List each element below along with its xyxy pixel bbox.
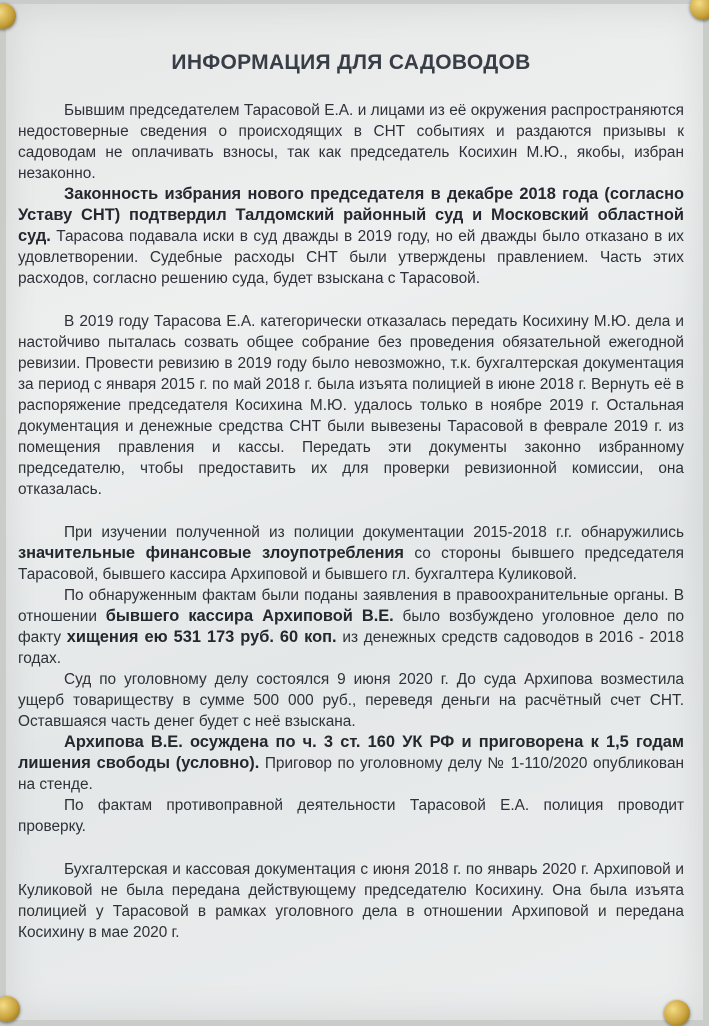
- paragraph-audit: В 2019 году Тарасова Е.А. категорически отказалась передать Косихину М.Ю. дела и настойчиво пыталась созвать общее собрание без проведения обязательной ежегодной ревизии. Провести ревизию в 2019 году было невозможно, т.к. бухгалтерская документация за период с января 2015 г. по май 2018 г. была изъята полицией в июне 2018 г. Вернуть её в распоряжение председателя Косихина М.Ю. удалось только в ноябре 2019 г. Остальная документация и денежные средства СНТ были вывезены Тарасовой в феврале 2019 г. из помещения правления и кассы. Передать эти документы законно избранному председателю, чтобы предоставить их для проверки ревизионной комиссии, она отказалась.: [18, 313, 684, 498]
- abuses-text-a: При изучении полученной из полиции документации 2015-2018 г.г. обнаружились: [64, 524, 684, 541]
- criminal-case-text-b: было возбуждено уголовное дело по факту: [18, 608, 684, 646]
- paragraph-court-hearing: Суд по уголовному делу состоялся 9 июня 2020 г. До суда Архипова возместила ущерб товариществу в сумме 500 000 руб., переведя деньги на расчётный счет СНТ. Оставшаяся часть денег будет с неё взыскана.: [18, 671, 684, 730]
- criminal-case-bold-amount: хищения ею 531 173 руб. 60 коп.: [66, 628, 337, 646]
- sentence-bold: Архипова В.Е. осуждена по ч. 3 ст. 160 УК РФ и приговорена к 1,5 годам лишения свободы (условно).: [18, 733, 684, 772]
- court-legitimacy-text: Тарасова подавала иски в суд дважды в 2019 году, но ей дважды было отказано в их удовлетворении. Судебные расходы СНТ были утверждены правлением. Часть этих расходов, согласно решению суда, будет взыскана с Тарасовой.: [18, 228, 684, 287]
- paragraph-court-legitimacy: [18, 184, 684, 289]
- sentence-text: Приговор по уголовному делу № 1-110/2020 опубликован на стенде.: [18, 755, 684, 793]
- criminal-case-text-c: из денежных средств садоводов в 2016 - 2018 годах.: [18, 629, 684, 667]
- criminal-case-text-a: По обнаруженным фактам были поданы заявления в правоохранительные органы. В отношении: [18, 587, 684, 625]
- paragraph-sentence: [18, 732, 684, 795]
- paragraph-abuses: [18, 522, 684, 585]
- notice-content: [18, 48, 684, 943]
- paragraph-police-check: По фактам противоправной деятельности Тарасовой Е.А. полиция проводит проверку.: [18, 797, 684, 835]
- pin-icon: [664, 1000, 690, 1026]
- page-title: ИНФОРМАЦИЯ ДЛЯ САДОВОДОВ: [171, 51, 531, 74]
- abuses-bold: значительные финансовые злоупотребления: [18, 544, 404, 562]
- notice-sheet: [6, 4, 703, 1020]
- court-legitimacy-bold: Законность избрания нового председателя в декабре 2018 года (согласно Уставу СНТ) подтвердил Талдомский районный суд и Московский областной суд.: [18, 185, 684, 245]
- paragraph-rumors: Бывшим председателем Тарасовой Е.А. и лицами из её окружения распространяются недостоверные сведения о происходящих в СНТ событиях и раздаются призывы к садоводам не оплачивать взносы, так как председатель Косихин М.Ю., якобы, избран незаконно.: [18, 102, 684, 182]
- criminal-case-bold-cashier: бывшего кассира Архиповой В.Е.: [105, 607, 394, 625]
- paragraph-criminal-case: [18, 585, 684, 669]
- abuses-text-b: со стороны бывшего председателя Тарасовой, бывшего кассира Архиповой и бывшего гл. бухгалтера Куликовой.: [18, 545, 684, 583]
- paragraph-documentation: Бухгалтерская и кассовая документация с июня 2018 г. по январь 2020 г. Архиповой и Куликовой не была передана действующему председателю Косихину. Она была изъята полицией у Тарасовой в рамках уголовного дела в отношении Архиповой и передана Косихину в мае 2020 г.: [18, 861, 684, 941]
